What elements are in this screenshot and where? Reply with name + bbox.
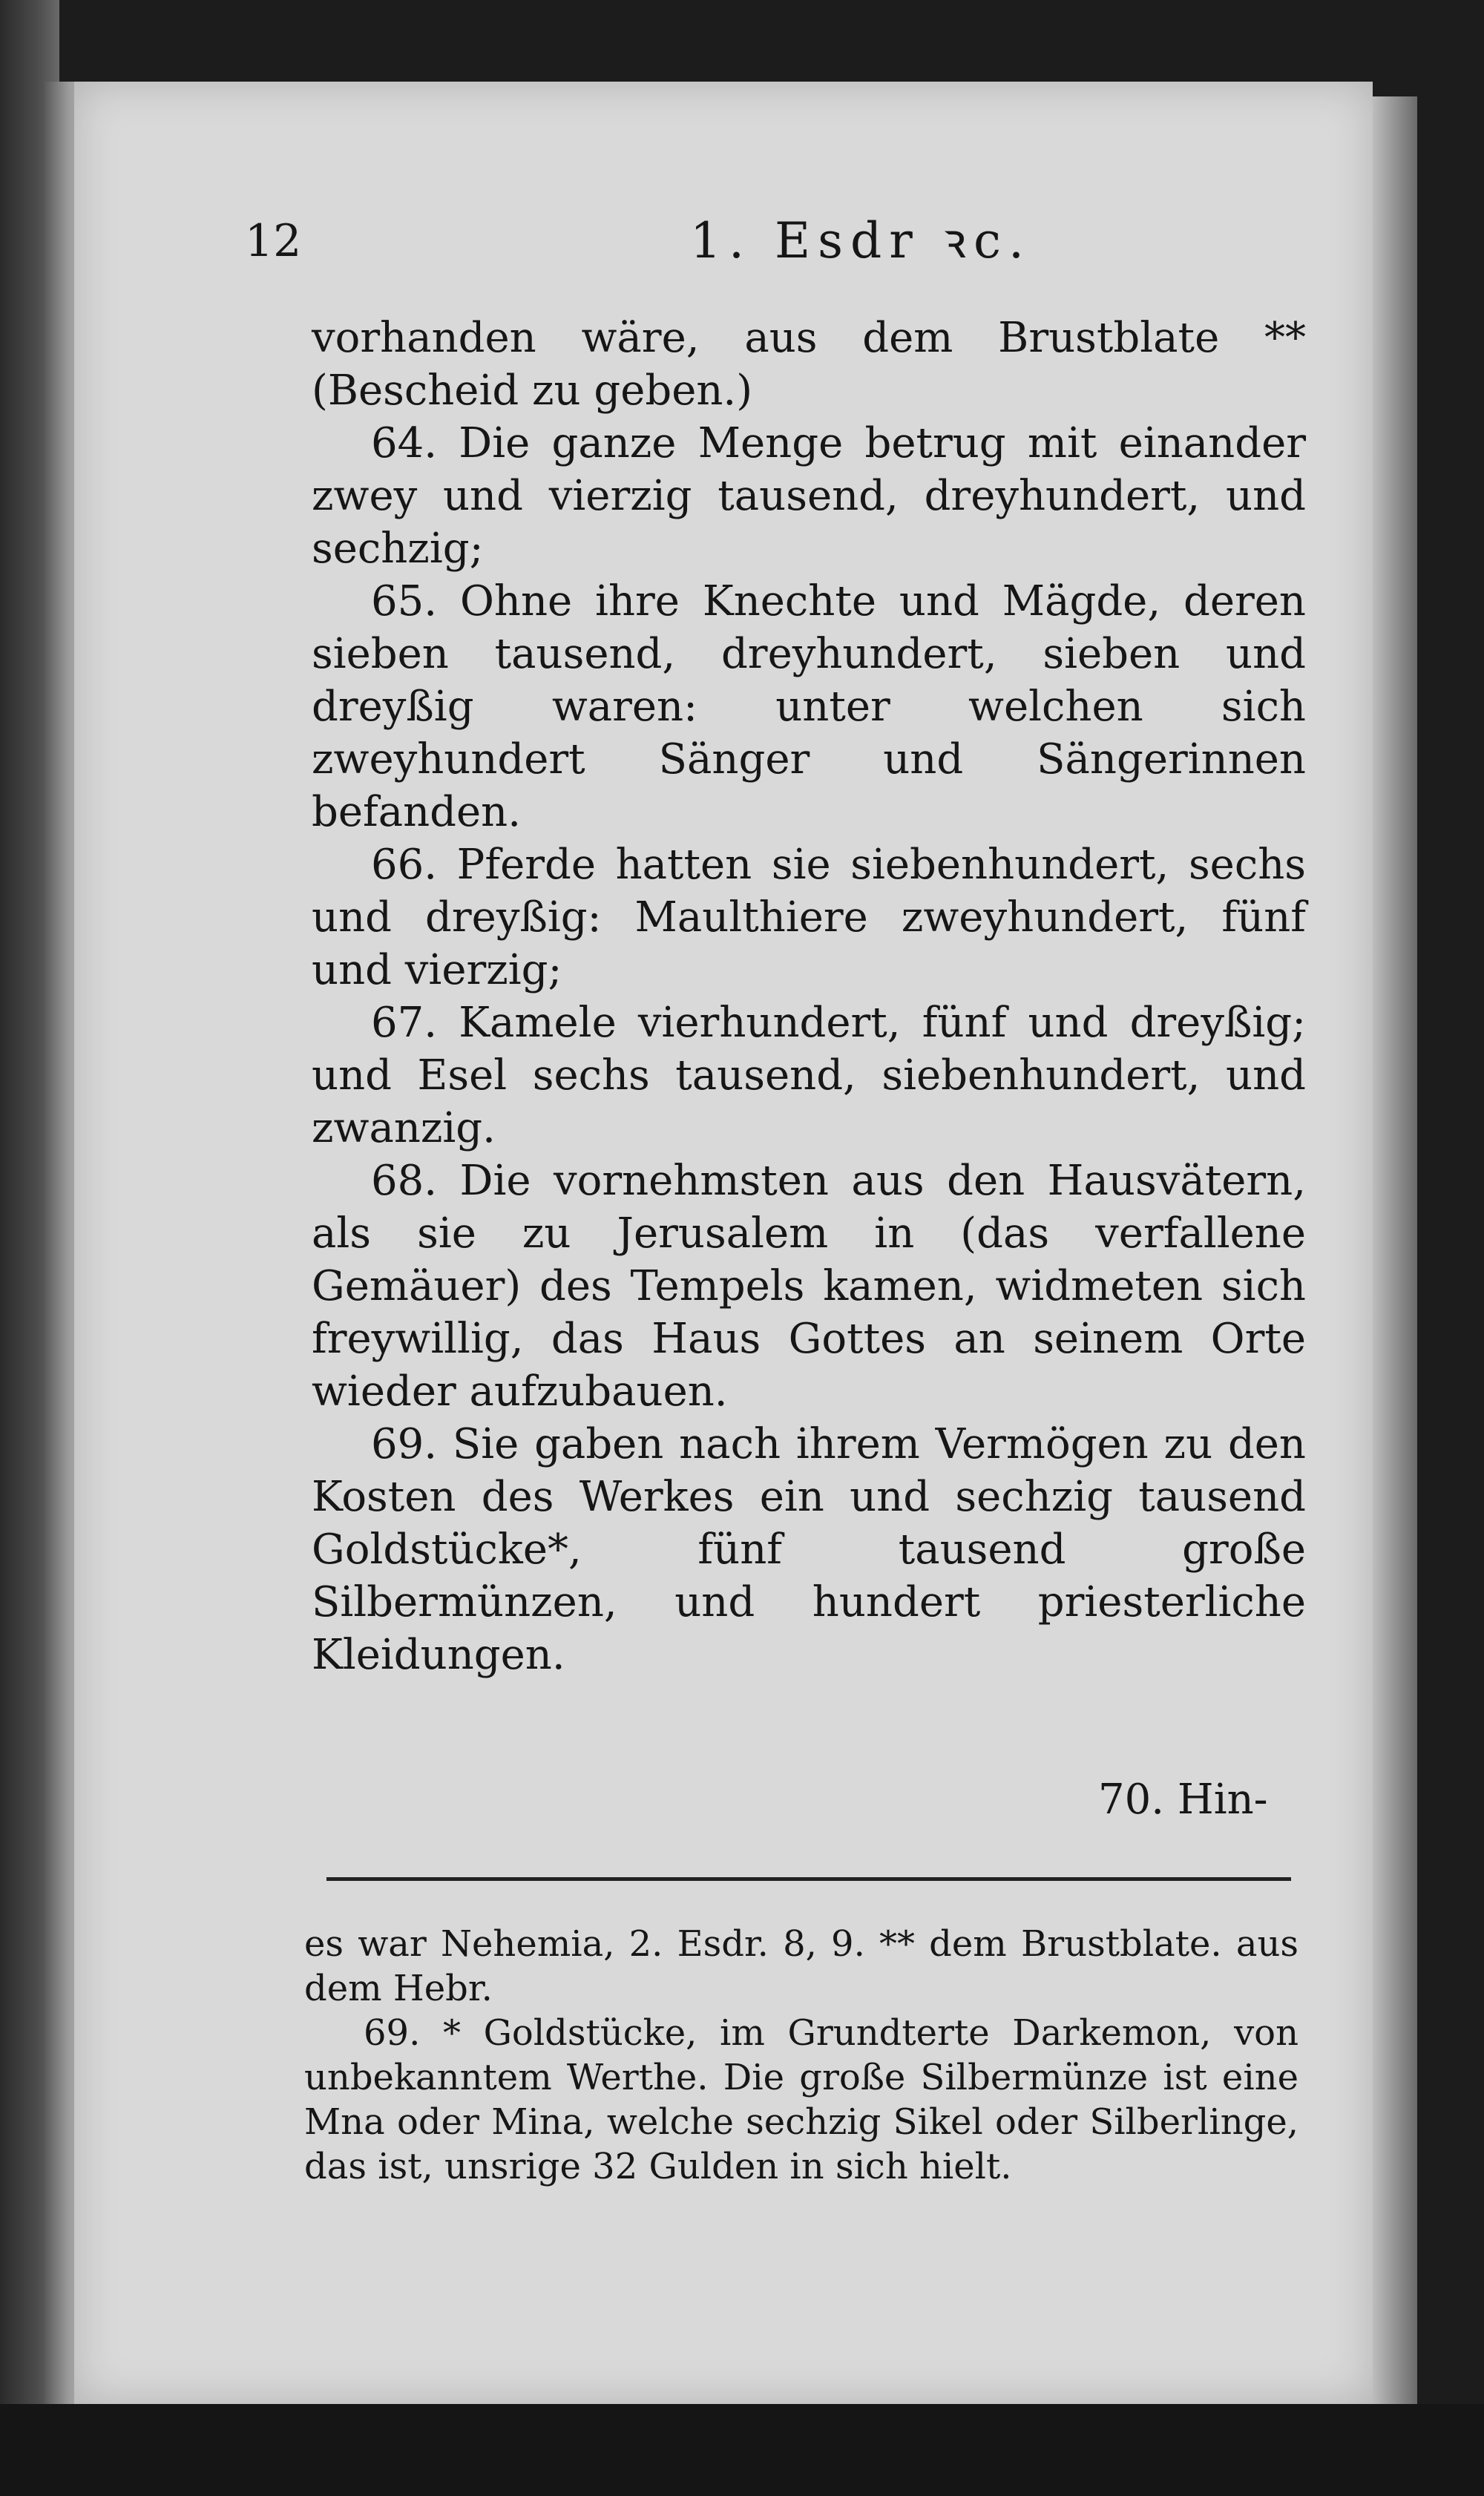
verse-68: 68. Die vornehmsten aus den Hausvätern, als sie zu Jerusalem in (das verfallene Gemäuer) des Tempels kamen, widmeten sich freywillig, das Haus Gottes an seinem Orte wieder aufzubauen.	[312, 1157, 1306, 1416]
verse-69: 69. Sie gaben nach ihrem Vermögen zu den Kosten des Werkes ein und sechzig tausend Goldstücke*, fünf tausend große Silbermünzen, und hundert priesterliche Kleidungen.	[312, 1420, 1306, 1679]
footnote-2: 69. * Goldstücke, im Grundterte Darkemon, von unbekanntem Werthe. Die große Silbermünze ist eine Mna oder Mina, welche sechzig Sikel oder Silberlinge, das ist, unsrige 32 Gulden in sich hielt.	[304, 2012, 1298, 2187]
running-head: 1. Esdr ꝛc.	[690, 212, 1032, 269]
main-text	[312, 312, 1306, 1681]
bottom-shadow	[0, 2404, 1484, 2496]
verse-66: 66. Pferde hatten sie siebenhundert, sechs und dreyßig: Maulthiere zweyhundert, fünf und vierzig;	[312, 841, 1306, 994]
verse-65: 65. Ohne ihre Knechte und Mägde, deren sieben tausend, dreyhundert, sieben und dreyßig waren: unter welchen sich zweyhundert Sänger und Sängerinnen befanden.	[312, 577, 1306, 836]
footnote-1: es war Nehemia, 2. Esdr. 8, 9. ** dem Brustblate. aus dem Hebr.	[304, 1923, 1298, 2009]
page-header	[245, 208, 1313, 282]
catchword: 70. Hin-	[1098, 1776, 1268, 1824]
footnotes	[304, 1922, 1298, 2189]
book-right-edge	[1373, 96, 1417, 2404]
verse-64: 64. Die ganze Menge betrug mit einander zwey und vierzig tausend, dreyhundert, und sechzig;	[312, 419, 1306, 573]
paragraph-continuation: vorhanden wäre, aus dem Brustblate ** (Bescheid zu geben.)	[312, 314, 1306, 415]
verse-67: 67. Kamele vierhundert, fünf und dreyßig; und Esel sechs tausend, siebenhundert, und zwanzig.	[312, 999, 1306, 1152]
page-number: 12	[245, 215, 302, 267]
footnote-rule	[326, 1877, 1291, 1881]
